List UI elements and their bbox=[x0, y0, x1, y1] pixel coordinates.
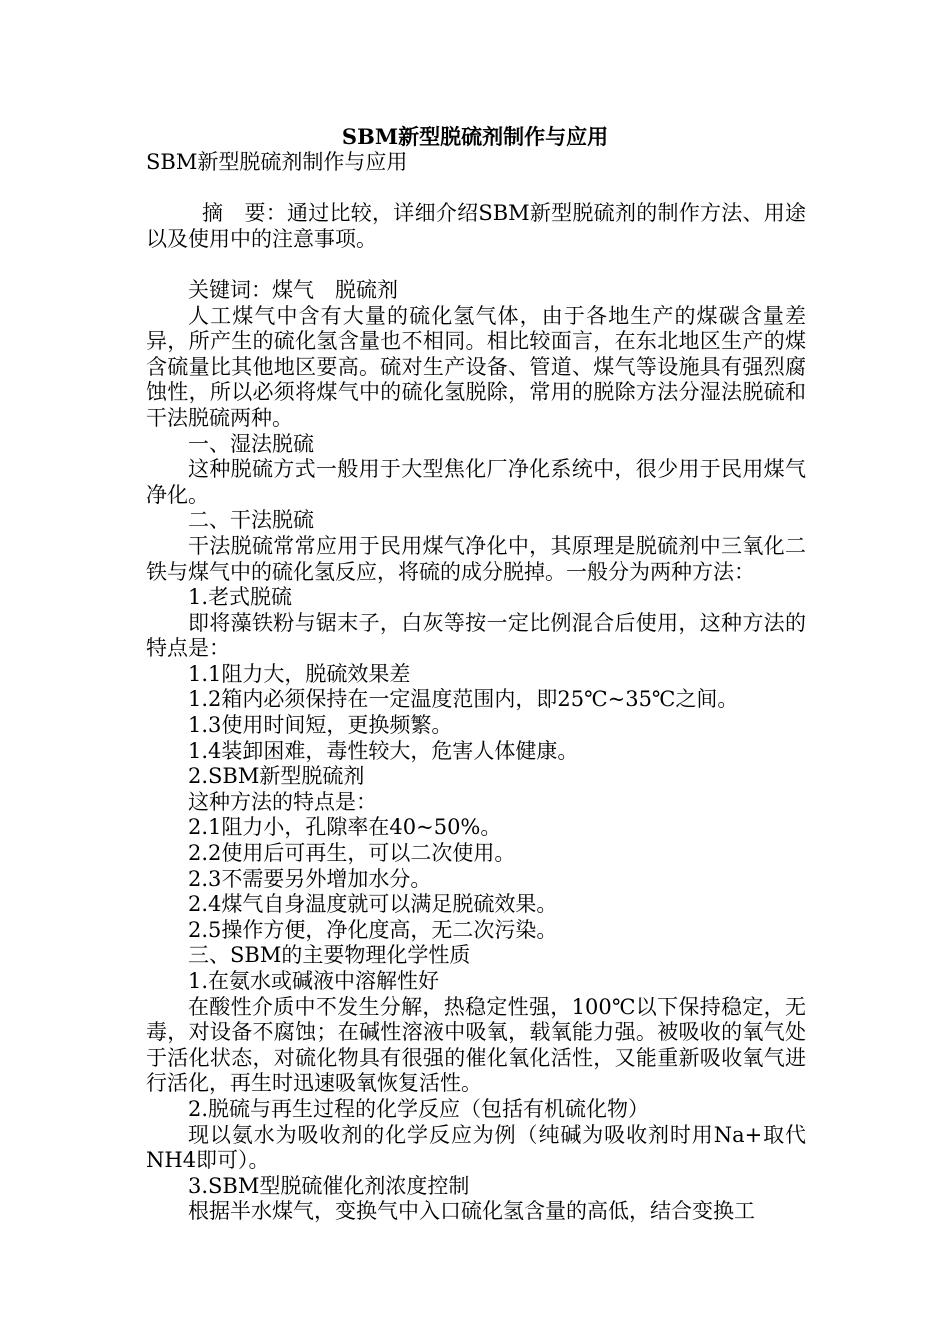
list-item: 1.4装卸困难，毒性较大，危害人体健康。 bbox=[188, 738, 579, 763]
paragraph: 这种方法的特点是： bbox=[188, 789, 377, 814]
paragraph: 根据半水煤气，变换气中入口硫化氢含量的高低，结合变换工 bbox=[188, 1199, 755, 1224]
list-item: 2.4煤气自身温度就可以满足脱硫效果。 bbox=[188, 892, 558, 917]
section-heading: 三、SBM的主要物理化学性质 bbox=[188, 943, 471, 968]
list-item: 2.1阻力小，孔隙率在40~50%。 bbox=[188, 815, 502, 840]
paragraph: 这种脱硫方式一般用于大型焦化厂净化系统中，很少用于民用煤气净化。 bbox=[146, 457, 806, 507]
subsection-heading: 1.老式脱硫 bbox=[188, 585, 293, 610]
list-item: 2.5操作方便，净化度高，无二次污染。 bbox=[188, 917, 558, 942]
section-heading: 一、湿法脱硫 bbox=[188, 431, 314, 456]
document-body bbox=[146, 150, 806, 1225]
document-title: SBM新型脱硫剂制作与应用 bbox=[341, 124, 609, 149]
paragraph: 干法脱硫常常应用于民用煤气净化中，其原理是脱硫剂中三氧化二铁与煤气中的硫化氢反应，将硫的成分脱掉。一般分为两种方法： bbox=[146, 533, 806, 584]
abstract: 摘 要：通过比较，详细介绍SBM新型脱硫剂的制作方法、用途以及使用中的注意事项。 bbox=[146, 201, 806, 251]
subsection-heading: 2.SBM新型脱硫剂 bbox=[188, 764, 365, 789]
section-heading: 二、干法脱硫 bbox=[188, 508, 314, 533]
list-item: 2.2使用后可再生，可以二次使用。 bbox=[188, 841, 516, 866]
keywords: 关键词：煤气 脱硫剂 bbox=[188, 277, 398, 302]
paragraph: 即将藻铁粉与锯末子，白灰等按一定比例混合后使用，这种方法的特点是： bbox=[146, 610, 806, 661]
paragraph: 在酸性介质中不发生分解，热稳定性强，100℃以下保持稳定，无毒，对设备不腐蚀；在碱性溶液中吸氧，载氧能力强。被吸收的氧气处于活化状态，对硫化物具有很强的催化氧化活性，又能重新吸收氧气进行活化，再生时迅速吸氧恢复活性。 bbox=[146, 994, 806, 1096]
paragraph: 人工煤气中含有大量的硫化氢气体，由于各地生产的煤碳含量差异，所产生的硫化氢含量也不相同。相比较面言，在东北地区生产的煤含硫量比其他地区要高。硫对生产设备、管道、煤气等设施具有强烈腐蚀性，所以必须将煤气中的硫化氢脱除，常用的脱除方法分湿法脱硫和干法脱硫两种。 bbox=[146, 303, 806, 430]
blank-line bbox=[146, 176, 806, 202]
paragraph: 现以氨水为吸收剂的化学反应为例（纯碱为吸收剂时用Na+取代NH4即可）。 bbox=[146, 1122, 806, 1173]
list-item: 1.3使用时间短，更换频繁。 bbox=[188, 713, 453, 738]
subsection-heading: 3.SBM型脱硫催化剂浓度控制 bbox=[188, 1173, 470, 1198]
list-item: 1.2箱内必须保持在一定温度范围内，即25℃~35℃之间。 bbox=[188, 687, 739, 712]
list-item: 1.1阻力大，脱硫效果差 bbox=[188, 661, 411, 686]
list-item: 2.3不需要另外增加水分。 bbox=[188, 866, 432, 891]
subsection-heading: 2.脱硫与再生过程的化学反应（包括有机硫化物） bbox=[188, 1096, 650, 1121]
subsection-heading: 1.在氨水或碱液中溶解性好 bbox=[188, 969, 440, 993]
blank-line bbox=[146, 252, 806, 278]
document-subtitle: SBM新型脱硫剂制作与应用 bbox=[146, 150, 408, 174]
